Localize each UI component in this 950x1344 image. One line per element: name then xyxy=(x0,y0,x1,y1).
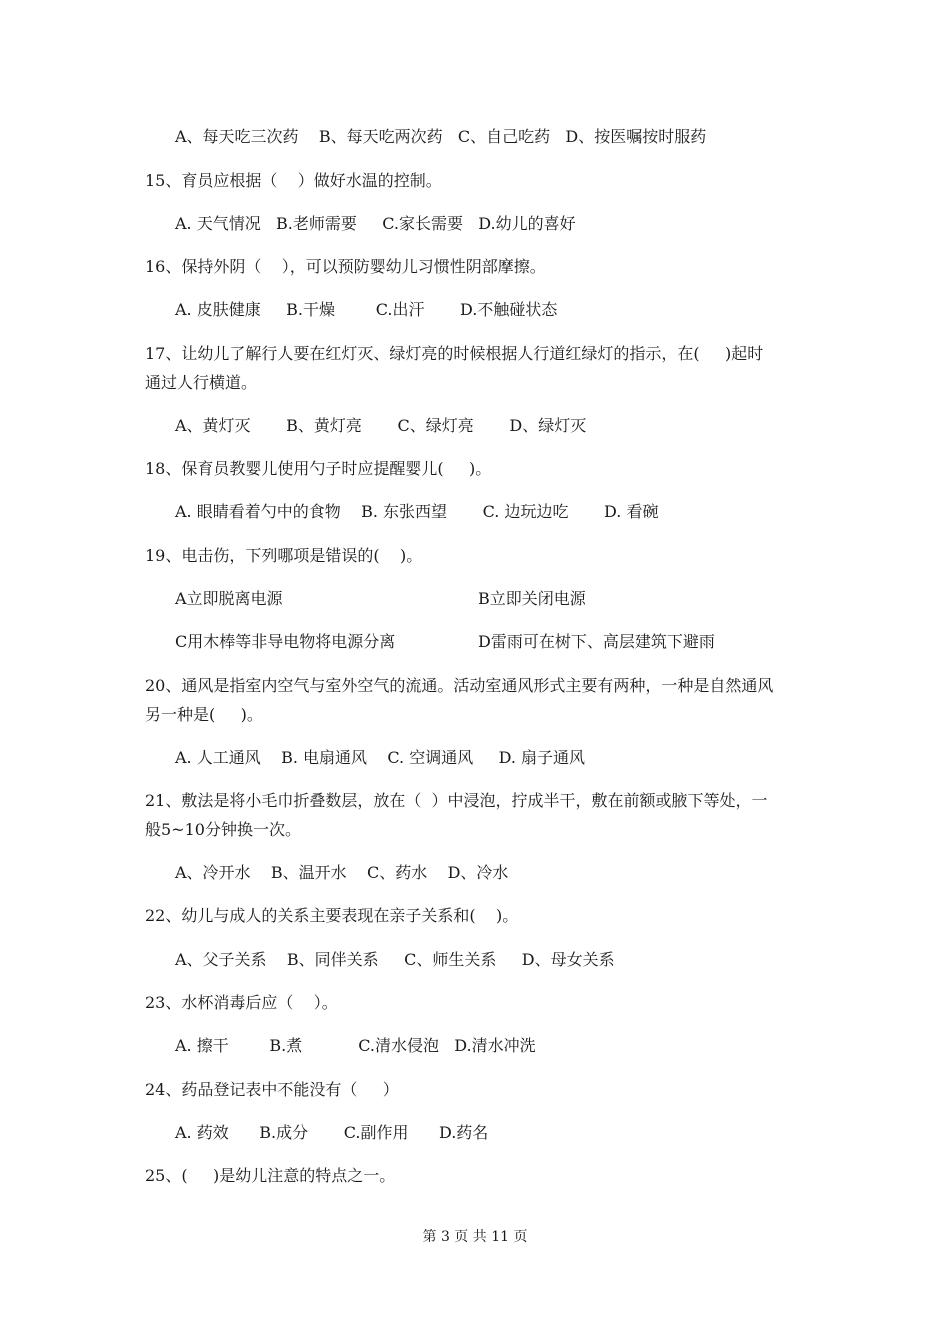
q21-question-line2: 般5~10分钟换一次。 xyxy=(145,820,301,839)
q14-options: A、每天吃三次药 B、每天吃两次药 C、自己吃药 D、按医嘱按时服药 xyxy=(175,127,707,146)
q19-option-c: C用木棒等非导电物将电源分离 xyxy=(175,632,396,651)
q16-question: 16、保持外阴（ ），可以预防婴幼儿习惯性阴部摩擦。 xyxy=(145,257,546,276)
q23-question: 23、水杯消毒后应（ ）。 xyxy=(145,993,338,1012)
q17-question-line1: 17、让幼儿了解行人要在红灯灭、绿灯亮的时候根据人行道红绿灯的指示，在( )起时 xyxy=(145,344,764,363)
q18-question: 18、保育员教婴儿使用勺子时应提醒婴儿( )。 xyxy=(145,459,492,478)
q25-question: 25、( )是幼儿注意的特点之一。 xyxy=(145,1166,396,1185)
q17-options: A、黄灯灭 B、黄灯亮 C、绿灯亮 D、绿灯灭 xyxy=(175,416,587,435)
q16-options: A. 皮肤健康 B.干燥 C.出汗 D.不触碰状态 xyxy=(175,300,558,319)
q19-option-d: D雷雨可在树下、高层建筑下避雨 xyxy=(478,632,715,651)
q21-options: A、冷开水 B、温开水 C、药水 D、冷水 xyxy=(175,863,509,882)
q24-question: 24、药品登记表中不能没有（ ） xyxy=(145,1080,399,1099)
page-footer: 第 3 页 共 11 页 xyxy=(422,1229,528,1245)
q24-options: A. 药效 B.成分 C.副作用 D.药名 xyxy=(175,1123,489,1142)
q17-question-line2: 通过人行横道。 xyxy=(145,373,258,392)
q22-question: 22、幼儿与成人的关系主要表现在亲子关系和( )。 xyxy=(145,906,519,925)
q19-option-b: B立即关闭电源 xyxy=(478,589,586,608)
q22-options: A、父子关系 B、同伴关系 C、师生关系 D、母女关系 xyxy=(175,950,615,969)
q20-options: A. 人工通风 B. 电扇通风 C. 空调通风 D. 扇子通风 xyxy=(175,748,586,767)
q21-question-line1: 21、敷法是将小毛巾折叠数层，放在（ ）中浸泡，拧成半干，敷在前额或腋下等处，一 xyxy=(145,791,768,810)
q23-options: A. 擦干 B.煮 C.清水侵泡 D.清水冲洗 xyxy=(175,1036,536,1055)
q20-question-line1: 20、通风是指室内空气与室外空气的流通。活动室通风形式主要有两种，一种是自然通风 xyxy=(145,676,774,695)
q20-question-line2: 另一种是( )。 xyxy=(145,705,263,724)
q15-question: 15、育员应根据（ ）做好水温的控制。 xyxy=(145,171,442,190)
q15-options: A. 天气情况 B.老师需要 C.家长需要 D.幼儿的喜好 xyxy=(175,214,576,233)
q19-question: 19、电击伤，下列哪项是错误的( )。 xyxy=(145,546,423,565)
q18-options: A. 眼睛看着勺中的食物 B. 东张西望 C. 边玩边吃 D. 看碗 xyxy=(175,502,659,521)
q19-option-a: A立即脱离电源 xyxy=(175,589,283,608)
